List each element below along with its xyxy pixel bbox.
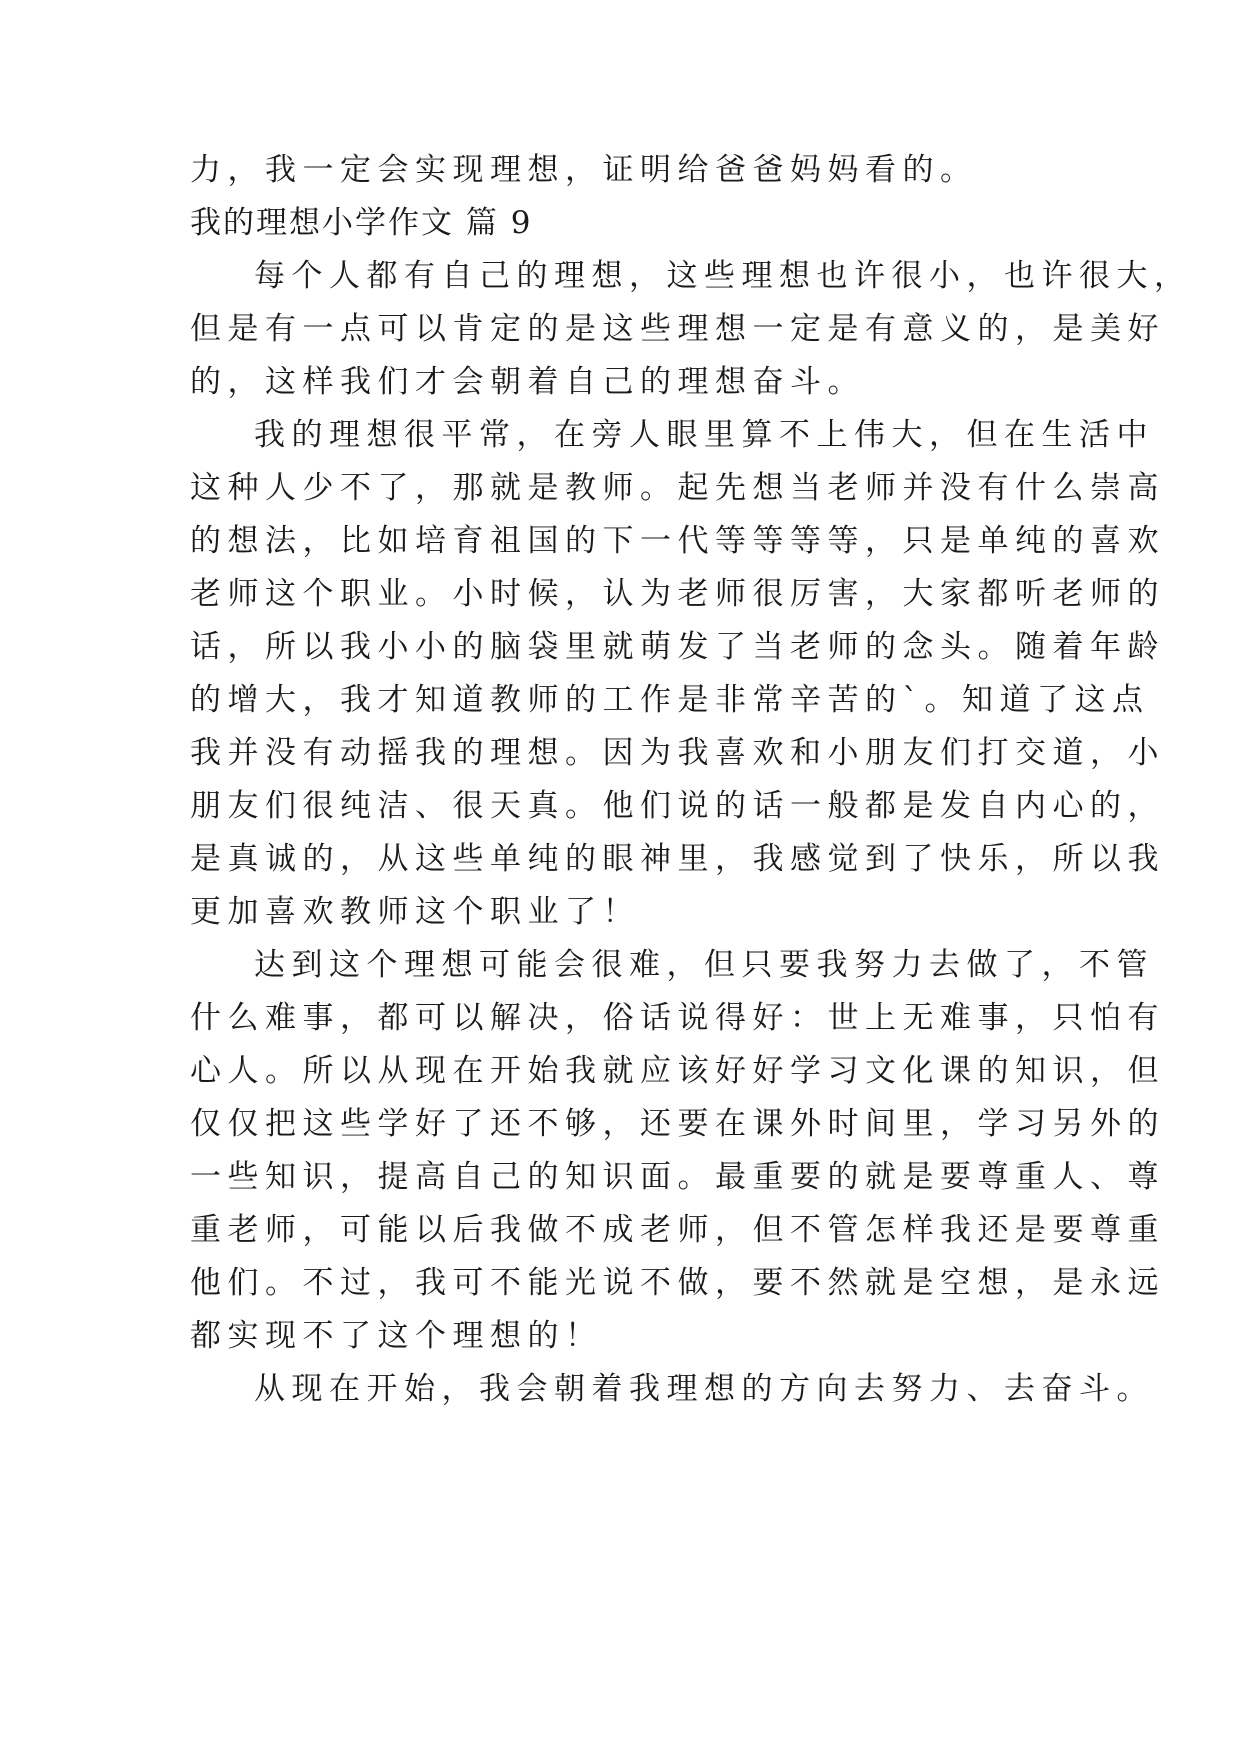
- paragraph-first-line: 我的理想很平常，在旁人眼里算不上伟大，但在生活中: [254, 417, 1154, 453]
- text-line: 一些知识，提高自己的知识面。最重要的就是要尊重人、尊: [190, 1159, 1165, 1195]
- text-line: 我并没有动摇我的理想。因为我喜欢和小朋友们打交道，小: [190, 735, 1165, 771]
- paragraph-first-line: 每个人都有自己的理想，这些理想也许很小，也许很大，: [254, 258, 1192, 294]
- text-line: 力，我一定会实现理想，证明给爸爸妈妈看的。: [190, 152, 978, 188]
- text-line: 话，所以我小小的脑袋里就萌发了当老师的念头。随着年龄: [190, 629, 1165, 665]
- text-line: 什么难事，都可以解决，俗话说得好：世上无难事，只怕有: [190, 1000, 1165, 1036]
- text-line: 重老师，可能以后我做不成老师，但不管怎样我还是要尊重: [190, 1212, 1165, 1248]
- text-line: 的想法，比如培育祖国的下一代等等等等，只是单纯的喜欢: [190, 523, 1165, 559]
- text-line: 心人。所以从现在开始我就应该好好学习文化课的知识，但: [190, 1053, 1165, 1089]
- paragraph-first-line: 达到这个理想可能会很难，但只要我努力去做了，不管: [254, 947, 1154, 983]
- text-line: 是真诚的，从这些单纯的眼神里，我感觉到了快乐，所以我: [190, 841, 1165, 877]
- text-line: 他们。不过，我可不能光说不做，要不然就是空想，是永远: [190, 1265, 1165, 1301]
- text-line: 的，这样我们才会朝着自己的理想奋斗。: [190, 364, 865, 400]
- section-heading: 我的理想小学作文 篇 9: [190, 205, 533, 241]
- text-line: 但是有一点可以肯定的是这些理想一定是有意义的，是美好: [190, 311, 1165, 347]
- text-line: 朋友们很纯洁、很天真。他们说的话一般都是发自内心的，: [190, 788, 1165, 824]
- paragraph-first-line: 从现在开始，我会朝着我理想的方向去努力、去奋斗。: [254, 1371, 1154, 1407]
- text-line: 这种人少不了，那就是教师。起先想当老师并没有什么崇高: [190, 470, 1165, 506]
- text-line: 的增大，我才知道教师的工作是非常辛苦的`。知道了这点: [190, 682, 1150, 718]
- text-line: 仅仅把这些学好了还不够，还要在课外时间里，学习另外的: [190, 1106, 1165, 1142]
- text-line: 更加喜欢教师这个职业了！: [190, 894, 640, 930]
- text-line: 都实现不了这个理想的！: [190, 1318, 603, 1354]
- text-line: 老师这个职业。小时候，认为老师很厉害，大家都听老师的: [190, 576, 1165, 612]
